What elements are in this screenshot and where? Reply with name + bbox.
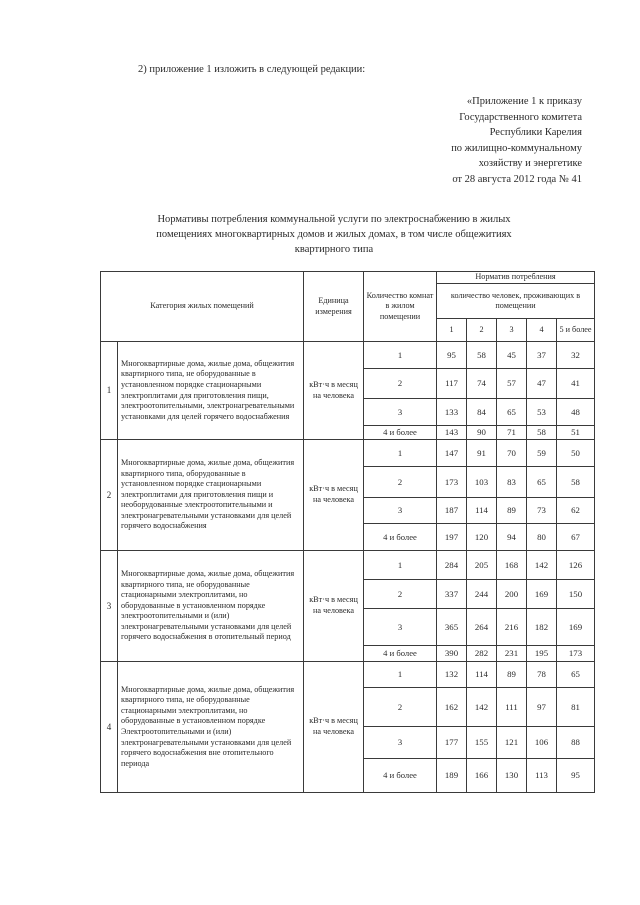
norm-value-cell: 155 xyxy=(467,727,497,759)
norm-value-cell: 37 xyxy=(527,342,557,369)
norm-value-cell: 74 xyxy=(467,369,497,399)
rooms-cell: 4 и более xyxy=(364,524,437,551)
norm-value-cell: 94 xyxy=(497,524,527,551)
norm-value-cell: 47 xyxy=(527,369,557,399)
norms-table-body xyxy=(101,342,595,793)
norm-value-cell: 57 xyxy=(497,369,527,399)
header-category: Категория жилых помещений xyxy=(101,272,304,342)
rooms-cell: 4 и более xyxy=(364,426,437,440)
norm-value-cell: 89 xyxy=(497,498,527,524)
norm-value-cell: 166 xyxy=(467,759,497,793)
norm-value-cell: 67 xyxy=(557,524,595,551)
norm-value-cell: 177 xyxy=(437,727,467,759)
header-people-col: 1 xyxy=(437,319,467,342)
header-norm: Норматив потребления xyxy=(437,272,595,284)
norm-value-cell: 390 xyxy=(437,646,467,662)
norm-value-cell: 91 xyxy=(467,440,497,467)
norm-value-cell: 133 xyxy=(437,399,467,426)
norm-value-cell: 51 xyxy=(557,426,595,440)
rooms-cell: 3 xyxy=(364,399,437,426)
group-number: 1 xyxy=(101,342,118,440)
norm-value-cell: 62 xyxy=(557,498,595,524)
group-category: Многоквартирные дома, жилые дома, общежития квартирного типа, не оборудованные в установленном порядке стационарными электроплитами для приготовления пищи, электроотопительными, электронагревательными установками для целей горячего водоснабжения xyxy=(118,342,304,440)
header-people-col: 2 xyxy=(467,319,497,342)
norm-value-cell: 113 xyxy=(527,759,557,793)
header-people-col: 5 и более xyxy=(557,319,595,342)
norm-value-cell: 187 xyxy=(437,498,467,524)
group-unit: кВт·ч в месяц на человека xyxy=(304,551,364,662)
norm-value-cell: 114 xyxy=(467,662,497,688)
norm-value-cell: 80 xyxy=(527,524,557,551)
rooms-cell: 4 и более xyxy=(364,759,437,793)
norm-value-cell: 114 xyxy=(467,498,497,524)
norm-value-cell: 337 xyxy=(437,580,467,609)
norm-value-cell: 95 xyxy=(557,759,595,793)
norm-value-cell: 173 xyxy=(437,467,467,498)
group-number: 3 xyxy=(101,551,118,662)
rooms-cell: 3 xyxy=(364,498,437,524)
appendix-line: по жилищно-коммунальному xyxy=(451,142,582,154)
norm-value-cell: 103 xyxy=(467,467,497,498)
norm-value-cell: 142 xyxy=(467,688,497,727)
norm-value-cell: 59 xyxy=(527,440,557,467)
header-unit: Единица измерения xyxy=(304,272,364,342)
group-category: Многоквартирные дома, жилые дома, общежития квартирного типа, не оборудованные стационарными электроплитами, но оборудованные в установленном порядке Электроотопительными и (или) электронагревательными установками для целей горячего водоснабжения вне отопительного периода xyxy=(118,662,304,793)
rooms-cell: 2 xyxy=(364,467,437,498)
norm-value-cell: 142 xyxy=(527,551,557,580)
title-line: Нормативы потребления коммунальной услуги по электроснабжению в жилых xyxy=(157,214,511,225)
norm-value-cell: 195 xyxy=(527,646,557,662)
header-people-col: 4 xyxy=(527,319,557,342)
rooms-cell: 2 xyxy=(364,580,437,609)
norm-value-cell: 84 xyxy=(467,399,497,426)
norm-value-cell: 58 xyxy=(467,342,497,369)
document-title xyxy=(118,213,550,257)
norm-value-cell: 111 xyxy=(497,688,527,727)
norm-value-cell: 143 xyxy=(437,426,467,440)
norm-value-cell: 48 xyxy=(557,399,595,426)
appendix-line: Республики Карелия xyxy=(489,127,582,139)
norm-value-cell: 90 xyxy=(467,426,497,440)
norm-value-cell: 41 xyxy=(557,369,595,399)
norm-value-cell: 78 xyxy=(527,662,557,688)
rooms-cell: 2 xyxy=(364,369,437,399)
norm-value-cell: 71 xyxy=(497,426,527,440)
norm-value-cell: 117 xyxy=(437,369,467,399)
norm-value-cell: 130 xyxy=(497,759,527,793)
norm-value-cell: 150 xyxy=(557,580,595,609)
header-people: количество человек, проживающих в помещении xyxy=(437,284,595,319)
group-category: Многоквартирные дома, жилые дома, общежития квартирного типа, не оборудованные стационарными электроплитами, но оборудованные в установленном порядке электроотопительными и (или) электронагревательными установками для целей горячего водоснабжения в отопительный период xyxy=(118,551,304,662)
norm-value-cell: 231 xyxy=(497,646,527,662)
rooms-cell: 4 и более xyxy=(364,646,437,662)
norm-value-cell: 173 xyxy=(557,646,595,662)
norm-value-cell: 73 xyxy=(527,498,557,524)
norm-value-cell: 182 xyxy=(527,609,557,646)
appendix-line: от 28 августа 2012 года № 41 xyxy=(452,173,582,185)
appendix-block xyxy=(282,94,582,188)
table-row xyxy=(101,551,595,580)
intro-line: 2) приложение 1 изложить в следующей редакции: xyxy=(138,64,366,75)
rooms-cell: 1 xyxy=(364,551,437,580)
norm-value-cell: 89 xyxy=(497,662,527,688)
appendix-line: «Приложение 1 к приказу xyxy=(466,96,582,107)
header-rooms: Количество комнат в жилом помещении xyxy=(364,272,437,342)
rooms-cell: 1 xyxy=(364,662,437,688)
norm-value-cell: 88 xyxy=(557,727,595,759)
norm-value-cell: 65 xyxy=(557,662,595,688)
norm-value-cell: 365 xyxy=(437,609,467,646)
norm-value-cell: 200 xyxy=(497,580,527,609)
norm-value-cell: 58 xyxy=(557,467,595,498)
title-line: помещениях многоквартирных домов и жилых домах, в том числе общежитиях xyxy=(156,228,512,240)
title-line: квартирного типа xyxy=(294,243,374,255)
group-number: 4 xyxy=(101,662,118,793)
norm-value-cell: 284 xyxy=(437,551,467,580)
table-row xyxy=(101,342,595,369)
norms-table xyxy=(100,271,595,793)
norm-value-cell: 162 xyxy=(437,688,467,727)
group-category: Многоквартирные дома, жилые дома, общежития квартирного типа, оборудованные в установленном порядке стационарными электроплитами для приготовления пищи и необорудованные электроотопительными и электронагревательными установками для целей горячего водоснабжения xyxy=(118,440,304,551)
norm-value-cell: 216 xyxy=(497,609,527,646)
appendix-line: Государственного комитета xyxy=(459,111,582,123)
norm-value-cell: 106 xyxy=(527,727,557,759)
norm-value-cell: 65 xyxy=(497,399,527,426)
rooms-cell: 1 xyxy=(364,342,437,369)
rooms-cell: 2 xyxy=(364,688,437,727)
rooms-cell: 1 xyxy=(364,440,437,467)
norm-value-cell: 169 xyxy=(557,609,595,646)
norm-value-cell: 132 xyxy=(437,662,467,688)
norm-value-cell: 169 xyxy=(527,580,557,609)
norm-value-cell: 95 xyxy=(437,342,467,369)
norm-value-cell: 120 xyxy=(467,524,497,551)
table-row xyxy=(101,662,595,688)
norm-value-cell: 282 xyxy=(467,646,497,662)
norm-value-cell: 197 xyxy=(437,524,467,551)
appendix-line: хозяйству и энергетике xyxy=(478,158,582,170)
norm-value-cell: 70 xyxy=(497,440,527,467)
group-number: 2 xyxy=(101,440,118,551)
norm-value-cell: 65 xyxy=(527,467,557,498)
norm-value-cell: 32 xyxy=(557,342,595,369)
norm-value-cell: 58 xyxy=(527,426,557,440)
norm-value-cell: 83 xyxy=(497,467,527,498)
group-unit: кВт·ч в месяц на человека xyxy=(304,440,364,551)
norm-value-cell: 53 xyxy=(527,399,557,426)
group-unit: кВт·ч в месяц на человека xyxy=(304,662,364,793)
norm-value-cell: 50 xyxy=(557,440,595,467)
rooms-cell: 3 xyxy=(364,609,437,646)
header-people-col: 3 xyxy=(497,319,527,342)
norm-value-cell: 264 xyxy=(467,609,497,646)
rooms-cell: 3 xyxy=(364,727,437,759)
norm-value-cell: 121 xyxy=(497,727,527,759)
norm-value-cell: 168 xyxy=(497,551,527,580)
norm-value-cell: 244 xyxy=(467,580,497,609)
norm-value-cell: 45 xyxy=(497,342,527,369)
norm-value-cell: 189 xyxy=(437,759,467,793)
table-row xyxy=(101,440,595,467)
norm-value-cell: 126 xyxy=(557,551,595,580)
norm-value-cell: 205 xyxy=(467,551,497,580)
group-unit: кВт·ч в месяц на человека xyxy=(304,342,364,440)
norm-value-cell: 97 xyxy=(527,688,557,727)
norm-value-cell: 81 xyxy=(557,688,595,727)
norm-value-cell: 147 xyxy=(437,440,467,467)
